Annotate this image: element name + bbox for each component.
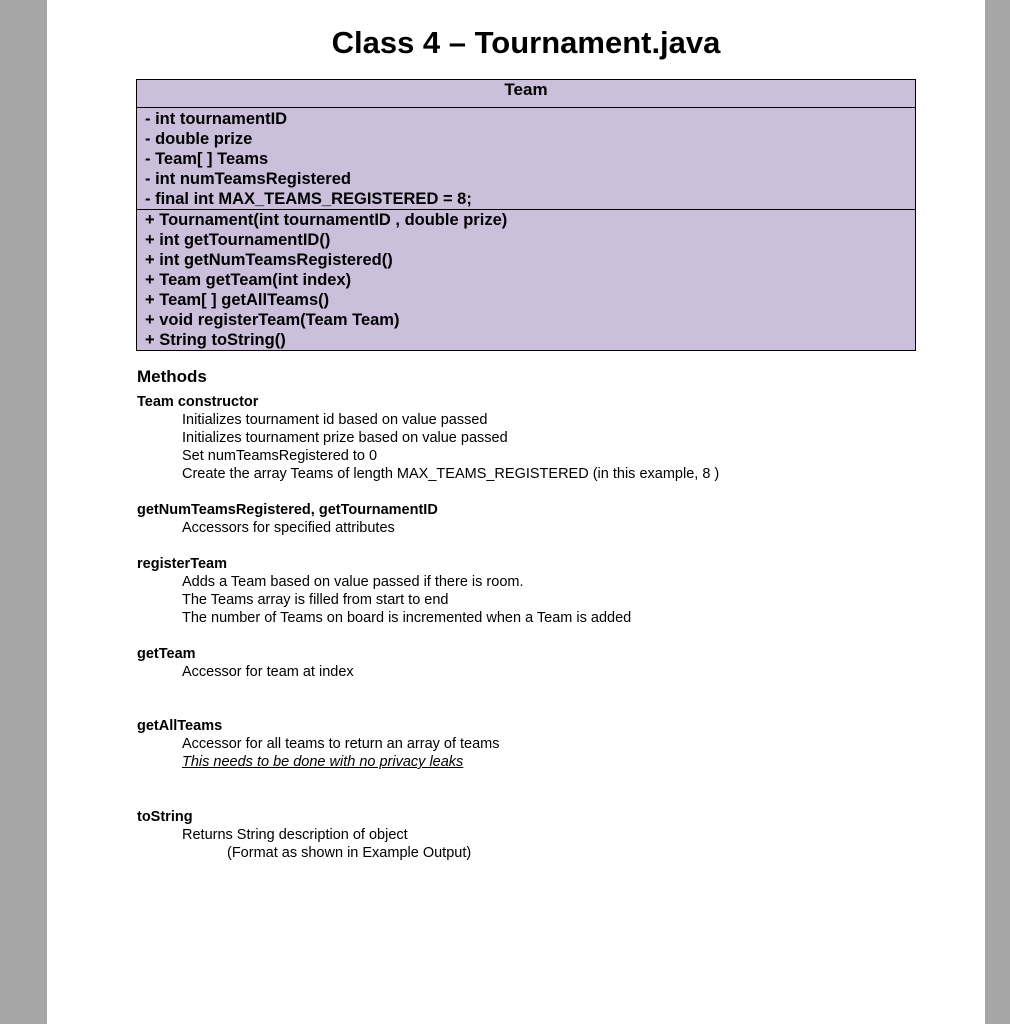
method-description: The number of Teams on board is incremented when a Team is added [182,610,632,626]
uml-attributes [137,108,915,210]
page-title: Class 4 – Tournament.java [331,25,721,60]
uml-method: + Tournament(int tournamentID , double prize) [145,211,508,229]
document-page [47,0,985,1024]
method-description: Accessors for specified attributes [182,520,395,536]
method-name: getNumTeamsRegistered, getTournamentID [137,502,438,518]
method-group-getteam [137,645,937,681]
uml-class-diagram [136,79,916,351]
uml-method: + void registerTeam(Team Team) [145,311,400,329]
method-description: Returns String description of object [182,827,408,843]
methods-section [137,366,937,862]
method-description: (Format as shown in Example Output) [227,845,472,861]
uml-method: + Team[ ] getAllTeams() [145,291,330,309]
method-group-accessors [137,501,937,537]
uml-method: + int getTournamentID() [145,231,331,249]
method-group-constructor [137,393,937,483]
uml-method: + Team getTeam(int index) [145,271,352,289]
method-name: getTeam [137,646,196,662]
method-description: Accessor for all teams to return an array of teams [182,736,500,752]
method-description: Initializes tournament prize based on value passed [182,430,508,446]
method-name: toString [137,809,193,825]
method-name: getAllTeams [137,718,223,734]
method-group-registerteam [137,555,937,627]
uml-attribute: - int numTeamsRegistered [145,170,351,188]
uml-attribute: - Team[ ] Teams [145,150,269,168]
method-description: The Teams array is filled from start to end [182,592,449,608]
method-description: Initializes tournament id based on value passed [182,412,488,428]
uml-attribute: - int tournamentID [145,110,288,128]
uml-method: + String toString() [145,331,286,349]
method-group-tostring [137,808,937,862]
method-description: Set numTeamsRegistered to 0 [182,448,378,464]
uml-methods [137,210,915,350]
method-description: Accessor for team at index [182,664,354,680]
uml-class-name: Team [137,80,915,108]
method-description-emphasis: This needs to be done with no privacy leaks [182,754,464,770]
method-description: Adds a Team based on value passed if there is room. [182,574,524,590]
method-group-getallteams [137,717,937,771]
uml-method: + int getNumTeamsRegistered() [145,251,393,269]
uml-attribute: - final int MAX_TEAMS_REGISTERED = 8; [145,190,472,208]
method-description: Create the array Teams of length MAX_TEAMS_REGISTERED (in this example, 8 ) [182,466,720,482]
uml-attribute: - double prize [145,130,253,148]
methods-heading: Methods [137,367,207,386]
method-name: registerTeam [137,556,227,572]
method-name: Team constructor [137,394,259,410]
